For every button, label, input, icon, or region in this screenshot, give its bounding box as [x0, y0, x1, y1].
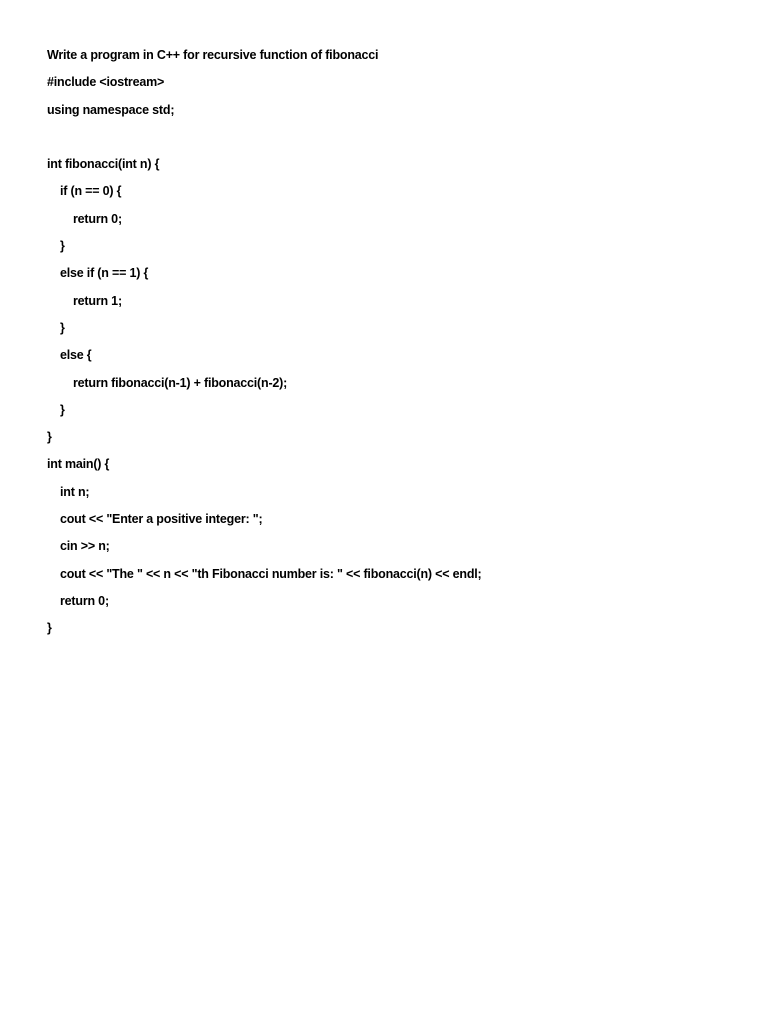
code-line-if-zero: if (n == 0) { — [60, 184, 122, 199]
code-line-include: #include <iostream> — [47, 75, 165, 90]
code-line-prompt: cout << "Enter a positive integer: "; — [60, 512, 263, 527]
document-title: Write a program in C++ for recursive function of fibonacci — [47, 48, 379, 62]
code-line-using: using namespace std; — [47, 102, 175, 117]
code-line-close-if: } — [60, 239, 65, 254]
code-line-close-fib: } — [47, 430, 52, 445]
code-line-fib-signature: int fibonacci(int n) { — [47, 157, 160, 172]
code-line-else-if-one: else if (n == 1) { — [60, 266, 149, 281]
code-line-close-else-if: } — [60, 320, 65, 335]
code-line-else: else { — [60, 348, 92, 363]
code-line-main-signature: int main() { — [47, 457, 110, 472]
code-line-read-n: cin >> n; — [60, 539, 110, 554]
document-body — [47, 42, 727, 643]
blank-line — [47, 124, 727, 151]
code-line-close-else: } — [60, 402, 65, 417]
code-line-return-main: return 0; — [60, 593, 109, 608]
code-line-declare-n: int n; — [60, 484, 90, 499]
code-line-output: cout << "The " << n << "th Fibonacci number is: " << fibonacci(n) << endl; — [60, 566, 482, 581]
code-line-return-zero: return 0; — [73, 211, 122, 226]
code-line-return-recursive: return fibonacci(n-1) + fibonacci(n-2); — [73, 375, 288, 390]
code-line-close-main: } — [47, 621, 52, 636]
code-line-return-one: return 1; — [73, 293, 122, 308]
